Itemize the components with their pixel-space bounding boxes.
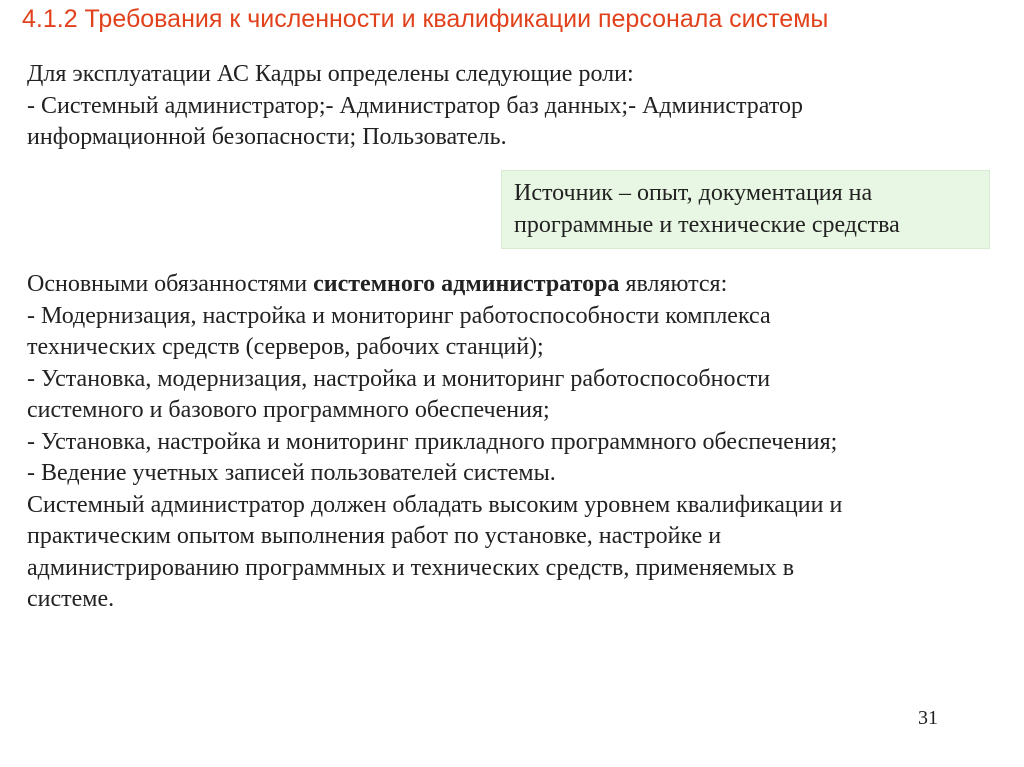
duties-paragraph (27, 269, 1012, 616)
roles-paragraph (27, 59, 987, 154)
slide-title: 4.1.2 Требования к численности и квалификации персонала системы (22, 5, 829, 33)
duties-intro-prefix: Основными обязанностями (27, 271, 314, 297)
source-note-line: Источник – опыт, документация на (514, 180, 873, 206)
page-number: 31 (918, 707, 938, 729)
roles-line: - Системный администратор;- Администратор баз данных;- Администратор (27, 92, 803, 119)
duties-line: технических средств (серверов, рабочих станций); (27, 334, 544, 360)
duties-intro-role: системного администратора (313, 271, 620, 297)
duties-line: практическим опытом выполнения работ по установке, настройке и (27, 523, 722, 549)
source-note-box (501, 170, 990, 249)
roles-line: информационной безопасности; Пользователь. (27, 124, 507, 150)
duties-line: - Установка, настройка и мониторинг прикладного программного обеспечения; (27, 428, 838, 455)
duties-line: Системный администратор должен обладать высоким уровнем квалификации и (27, 491, 843, 518)
duties-line: системного и базового программного обеспечения; (27, 397, 550, 423)
duties-intro (27, 269, 1012, 301)
roles-line: Для эксплуатации АС Кадры определены следующие роли: (27, 61, 634, 87)
duties-intro-suffix: являются: (619, 271, 728, 297)
source-note-line: программные и технические средства (514, 211, 900, 238)
duties-line: - Установка, модернизация, настройка и мониторинг работоспособности (27, 365, 771, 392)
duties-line: - Ведение учетных записей пользователей системы. (27, 460, 556, 486)
duties-line: - Модернизация, настройка и мониторинг работоспособности комплекса (27, 302, 771, 329)
duties-line: администрированию программных и технических средств, применяемых в (27, 554, 795, 581)
duties-line: системе. (27, 586, 115, 612)
